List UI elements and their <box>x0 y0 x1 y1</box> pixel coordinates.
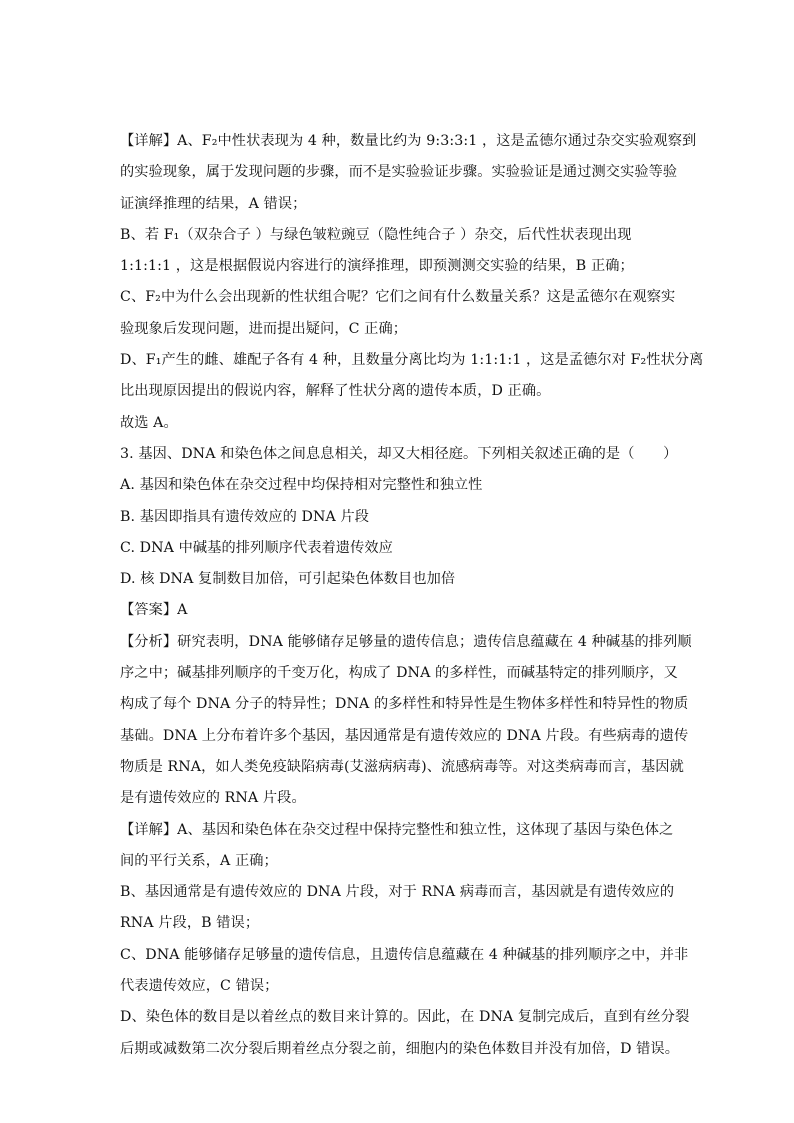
text-line: 验现象后发现问题，进而提出疑问，C 正确； <box>120 320 408 337</box>
text-line: 的实验现象，属于发现问题的步骤，而不是实验验证步骤。实验验证是通过测交实验等验 <box>120 164 678 181</box>
option-c: C. DNA 中碱基的排列顺序代表着遗传效应 <box>120 539 393 556</box>
text-line: D、F₁产生的雌、雄配子各有 4 种，且数量分离比均为 1:1:1:1 ，这是孟德尔对 F₂性状分离 <box>120 352 704 369</box>
text-line: 【分析】研究表明，DNA 能够储存足够量的遗传信息；遗传信息蕴藏在 4 种碱基的排列顺 <box>120 633 692 650</box>
text-line: 【详解】A、F₂中性状表现为 4 种，数量比约为 9:3:3:1 ，这是孟德尔通过杂交实验观察到 <box>120 133 697 149</box>
text-line: B、基因通常是有遗传效应的 DNA 片段，对于 RNA 病毒而言，基因就是有遗传效应的 <box>120 884 675 901</box>
text-line: 构成了每个 DNA 分子的特异性；DNA 的多样性和特异性是生物体多样性和特异性的物质 <box>120 696 689 713</box>
text-line: 证演绎推理的结果，A 错误； <box>120 195 307 212</box>
text-line: 后期或减数第二次分裂后期着丝点分裂之前，细胞内的染色体数目并没有加倍，D 错误。 <box>120 1040 680 1057</box>
question-stem: 3. 基因、DNA 和染色体之间息息相关，却又大相径庭。下列相关叙述正确的是（ ） <box>120 445 678 462</box>
text-line: 是有遗传效应的 RNA 片段。 <box>120 790 306 807</box>
document-page <box>120 126 704 1065</box>
text-line: 1:1:1:1 ，这是根据假说内容进行的演绎推理，即预测测交实验的结果，B 正确； <box>120 258 634 275</box>
text-line: D、染色体的数目是以着丝点的数目来计算的。因此，在 DNA 复制完成后，直到有丝分裂 <box>120 1009 690 1026</box>
text-line: 【详解】A、基因和染色体在杂交过程中保持完整性和独立性，这体现了基因与染色体之 <box>120 821 674 838</box>
text-line: 间的平行关系，A 正确； <box>120 852 278 869</box>
text-line: 比出现原因提出的假说内容，解释了性状分离的遗传本质，D 正确。 <box>120 383 551 400</box>
option-a: A. 基因和染色体在杂交过程中均保持相对完整性和独立性 <box>120 477 483 494</box>
option-b: B. 基因即指具有遗传效应的 DNA 片段 <box>120 508 370 525</box>
text-line: 基础。DNA 上分布着许多个基因，基因通常是有遗传效应的 DNA 片段。有些病毒的遗传 <box>120 727 689 744</box>
text-line: C、F₂中为什么会出现新的性状组合呢？它们之间有什么数量关系？这是孟德尔在观察实 <box>120 289 676 306</box>
option-d: D. 核 DNA 复制数目加倍，可引起染色体数目也加倍 <box>120 571 456 588</box>
text-line: RNA 片段，B 错误； <box>120 915 260 932</box>
text-line: 代表遗传效应，C 错误； <box>120 978 279 995</box>
answer-line: 【答案】A <box>120 602 188 619</box>
text-line: B、若 F₁（双杂合子 ）与绿色皱粒豌豆（隐性纯合子 ）杂交，后代性状表现出现 <box>120 226 632 243</box>
text-line: C、DNA 能够储存足够量的遗传信息，且遗传信息蕴藏在 4 种碱基的排列顺序之中，并非 <box>120 946 689 963</box>
text-line: 物质是 RNA，如人类免疫缺陷病毒(艾滋病病毒)、流感病毒等。对这类病毒而言，基因就 <box>120 758 684 775</box>
text-line: 故选 A。 <box>120 414 178 431</box>
text-line: 序之中；碱基排列顺序的千变万化，构成了 DNA 的多样性，而碱基特定的排列顺序，又 <box>120 665 678 682</box>
